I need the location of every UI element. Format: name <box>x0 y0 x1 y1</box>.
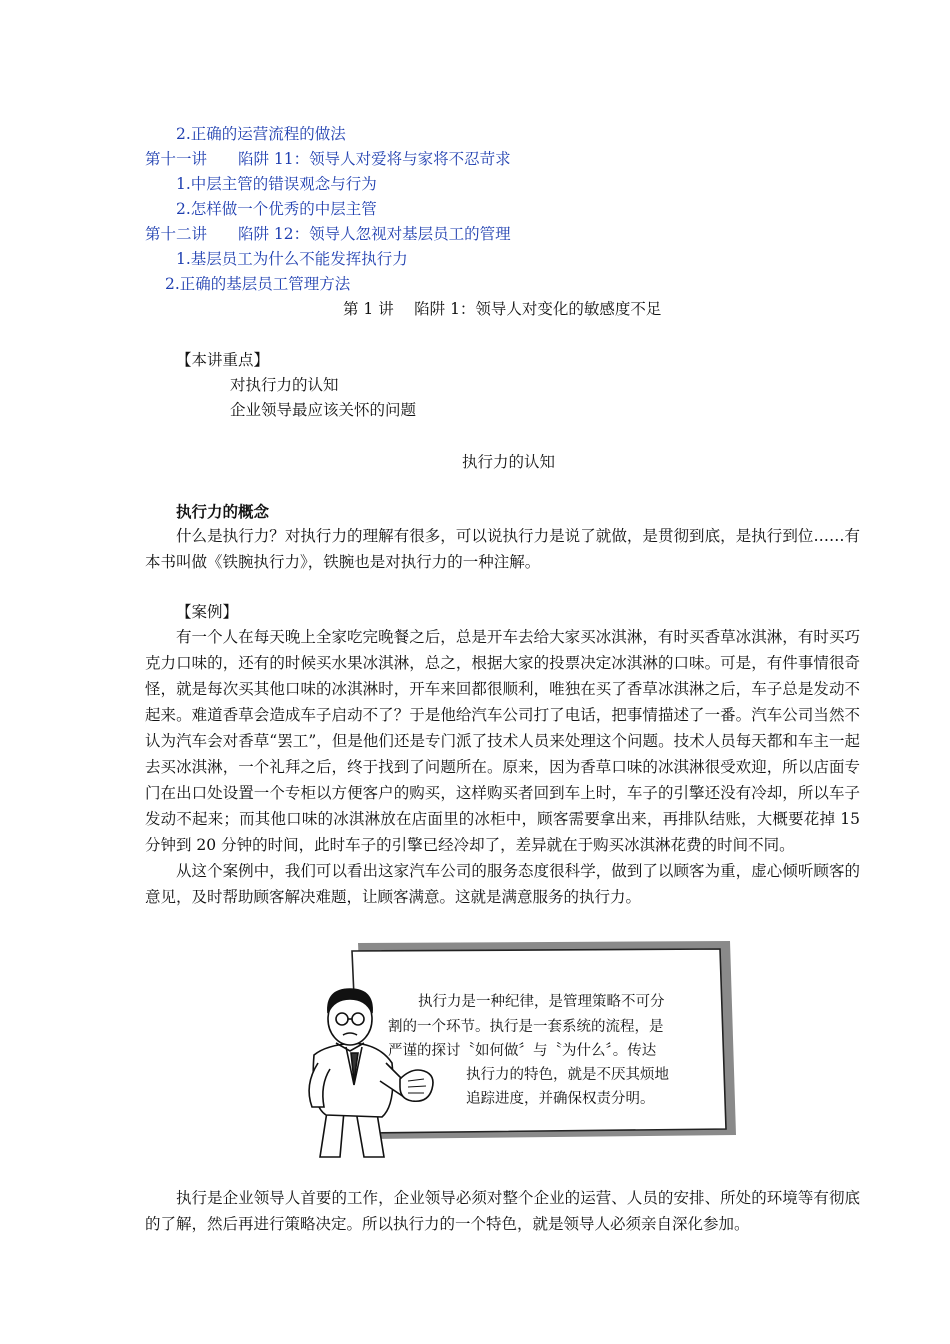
callout-line: 追踪进度，并确保权责分明。 <box>466 1091 655 1107</box>
key-point-item: 企业领导最应该关怀的问题 <box>230 401 417 419</box>
section-title: 执行力的认知 <box>462 453 556 471</box>
closing-paragraph <box>145 1185 860 1237</box>
callout-line: 执行力是一种纪律，是管理策略不可分 <box>418 994 665 1010</box>
lecture-title: 第 1 讲 陷阱 1：领导人对变化的敏感度不足 <box>343 300 662 318</box>
key-points-heading: 【本讲重点】 <box>176 351 270 369</box>
toc-item: 2.正确的运营流程的做法 <box>176 125 346 143</box>
concept-paragraph <box>145 523 860 575</box>
case-text: 有一个人在每天晚上全家吃完晚餐之后，总是开车去给大家买冰淇淋，有时买香草冰淇淋，有时买巧克力口味的，还有的时候买水果冰淇淋，总之，根据大家的投票决定冰淇淋的口味。可是，有件事情很奇怪，就是每次买其他口味的冰淇淋时，开车来回都很顺利，唯独在买了香草冰淇淋之后，车子总是发动不起来。难道香草会造成车子启动不了？于是他给汽车公司打了电话，把事情描述了一番。汽车公司当然不认为汽车会对香草“罢工”，但是他们还是专门派了技术人员来处理这个问题。技术人员每天都和车主一起去买冰淇淋，一个礼拜之后，终于找到了问题所在。原来，因为香草口味的冰淇淋很受欢迎，所以店面专门在出口处设置一个专柜以方便客户的购买，这样购买者回到车上时，车子的引擎还没有冷却，所以车子发动不起来；而其他口味的冰淇淋放在店面里的冰柜中，顾客需要拿出来，再排队结账，大概要花掉 15 分钟到 20 分钟的时间，此时车子的引擎已经冷却了，差异就在于购买冰淇淋花费的时间不同。 <box>145 628 860 854</box>
toc-item: 2.正确的基层员工管理方法 <box>165 275 351 293</box>
concept-text: 什么是执行力？对执行力的理解有很多，可以说执行力是说了就做，是贯彻到底，是执行到位……有本书叫做《铁腕执行力》，铁腕也是对执行力的一种注解。 <box>145 527 860 571</box>
case-heading: 【案例】 <box>176 603 239 621</box>
key-point-item: 对执行力的认知 <box>230 376 339 394</box>
toc-item: 1.基层员工为什么不能发挥执行力 <box>176 250 408 268</box>
callout-line: 执行力的特色，就是不厌其烦地 <box>466 1067 669 1083</box>
toc-item: 1.中层主管的错误观念与行为 <box>176 175 377 193</box>
callout-line: 割的一个环节。执行是一套系统的流程，是 <box>388 1019 664 1035</box>
toc-chapter: 第十一讲 陷阱 11：领导人对爱将与家将不忍苛求 <box>145 150 511 168</box>
closing-text: 执行是企业领导人首要的工作，企业领导必须对整个企业的运营、人员的安排、所处的环境等有彻底的了解，然后再进行策略决定。所以执行力的一个特色，就是领导人必须亲自深化参加。 <box>145 1189 860 1233</box>
case-conclusion: 从这个案例中，我们可以看出这家汽车公司的服务态度很科学，做到了以顾客为重，虚心倾听顾客的意见，及时帮助顾客解决难题，让顾客满意。这就是满意服务的执行力。 <box>145 862 860 906</box>
callout-illustration <box>300 935 740 1160</box>
case-paragraph <box>145 624 860 910</box>
toc-chapter: 第十二讲 陷阱 12：领导人忽视对基层员工的管理 <box>145 225 511 243</box>
callout-line: 严谨的探讨〝如何做〞与〝为什么〞。传达 <box>388 1043 657 1059</box>
toc-item: 2.怎样做一个优秀的中层主管 <box>176 200 377 218</box>
concept-heading: 执行力的概念 <box>176 502 270 521</box>
